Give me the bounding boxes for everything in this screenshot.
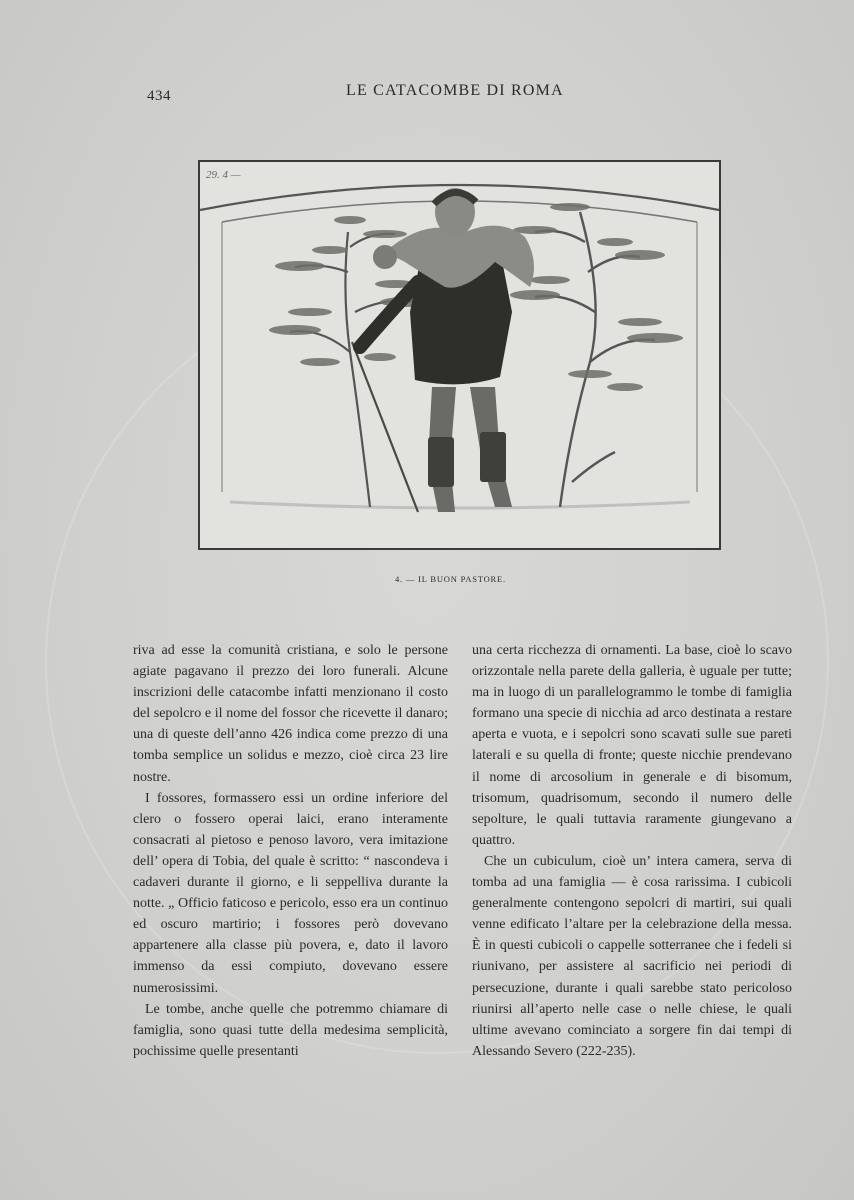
- running-title: LE CATACOMBE DI ROMA: [346, 82, 564, 99]
- paragraph: Che un cubiculum, cioè un’ intera camera, serva di tomba ad una famiglia — è cosa rarissima. I cubicoli generalmente contengono sepolcri di martiri, sui quali venne edificato l’altare per la celebrazione della messa. È in questi cubicoli o cappelle sotterranee che i fedeli si riunivano, per assistere al sacrificio nei periodi di persecuzione, durante i quali sarebbe stato pericoloso riunirsi all’aperto nelle case o nelle chiese, le quali ultime avevano cominciato a sorgere fin dai tempi di Alessando Severo (222-235).: [472, 853, 792, 1059]
- page-number: 434: [147, 88, 171, 104]
- corner-pencil-mark: 29. 4 —: [206, 169, 241, 181]
- good-shepherd-fresco-figure: [198, 160, 721, 550]
- paragraph: riva ad esse la comunità cristiana, e solo le persone agiate pagavano il prezzo dei loro funerali. Alcune inscrizioni delle catacombe infatti menzionano il costo del sepolcro e il nome del fossor che ricevette il danaro; una di queste dell’anno 426 indica come prezzo di una tomba semplice un solidus e mezzo, cioè circa 23 lire nostre.: [133, 643, 448, 785]
- figure-caption: 4. — IL BUON PASTORE.: [395, 574, 506, 584]
- paragraph: una certa ricchezza di ornamenti. La base, cioè lo scavo orizzontale nella parete della galleria, è uguale per tutte; ma in luogo di un parallelogrammo le tombe di famiglia formano una specie di nicchia ad arco destinata a restare aperta e vuota, e i sepolcri sono scavati sulle sue pareti laterali e su quella di fronte; queste nicchie prendevano il nome di arcosolium in generale e di bisomum, trisomum, quadrisomum, secondo il numero delle sepolture, le quali tuttavia raramente giungevano a quattro.: [472, 643, 792, 848]
- paragraph: I fossores, formassero essi un ordine inferiore del clero o fossero operai laici, erano interamente consacrati al pietoso e penoso lavoro, vera imitazione dell’ opera di Tobia, del quale è scritto: “ nascondeva i cadaveri durante il giorno, e li seppelliva durante la notte. „ Officio faticoso e pericolo, esso era un continuo ed oscuro martirio; i fossores però dovevano appartenere alla classe più povera, e, dato il lavoro immenso da essi compiuto, dovevano essere numerosissimi.: [133, 790, 448, 996]
- text-column-left: [133, 640, 448, 1062]
- good-shepherd-illustration: [200, 162, 719, 548]
- text-column-right: [472, 640, 792, 1062]
- paragraph: Le tombe, anche quelle che potremmo chiamare di famiglia, sono quasi tutte della medesima semplicità, pochissime quelle presentanti: [133, 1001, 448, 1059]
